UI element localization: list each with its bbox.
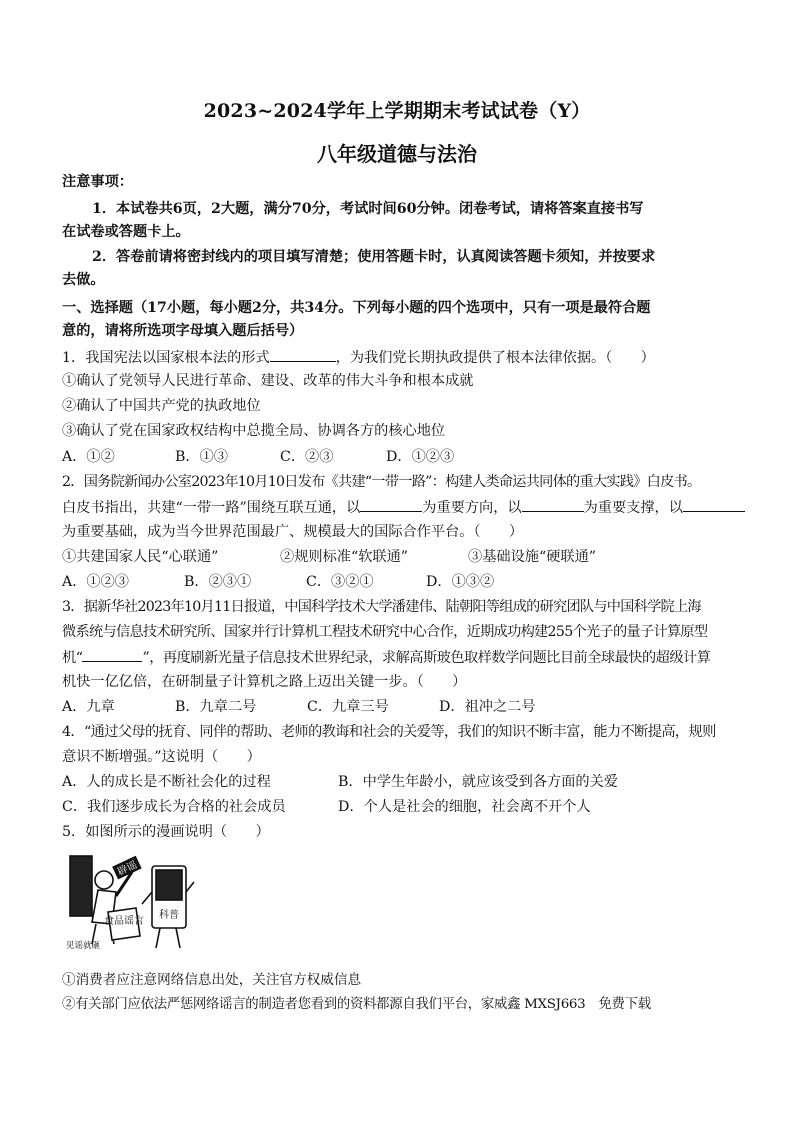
q2-option-c: C．③②①: [306, 574, 374, 590]
q1-option-c: C．②③: [280, 449, 334, 465]
q4-line-2: 意识不断增强。”这说明（ ）: [62, 749, 261, 765]
q4-line-1: 4．“通过父母的抚育、同伴的帮助、老师的教诲和社会的关爱等，我们的知识不断丰富，能力不断提高，规则: [62, 724, 716, 740]
q3-line-3: [62, 647, 734, 668]
q2-option-d: D．①③②: [426, 574, 495, 590]
q3-line-2: 微系统与信息技术研究所、国家并行计算机工程技术研究中心合作，近期成功构建255个光子的量子计算原型: [62, 624, 708, 640]
rumor-sign-label: [104, 914, 144, 927]
q1-option-d: D．①②③: [386, 449, 455, 465]
section-heading-a: 一、选择题（17小题，每小题2分，共34分。下列每小题的四个选项中，只有一项是最符合题: [62, 300, 651, 316]
q2-blank-3: [683, 497, 745, 512]
q3-option-b: B．九章二号: [175, 699, 257, 715]
q2-statement-2: ②规则标准“软联通”: [280, 549, 409, 565]
q2-blank-1: [360, 497, 422, 512]
q1-option-a: A．①②: [62, 449, 115, 465]
q2-line-2b: 为重要方向，以: [422, 500, 522, 516]
q1-statement-1: ①确认了党领导人民进行革命、建设、改革的伟大斗争和根本成就: [62, 373, 474, 389]
q3-blank: [82, 647, 142, 662]
cartoon-bottom-label: 见谣就砸: [66, 941, 101, 951]
notice-item-1b: 在试卷或答题卡上。: [62, 224, 190, 240]
q1-stem-a: 1．我国宪法以国家根本法的形式: [62, 350, 270, 366]
q4-option-c: C．我们逐步成长为合格的社会成员: [62, 799, 286, 815]
q3-line-1: 3．据新华社2023年10月11日报道，中国科学技术大学潘建伟、陆朝阳等组成的研究团队与中国科学院上海: [62, 599, 701, 615]
science-sign-label: 科普: [159, 910, 179, 921]
exam-subtitle: 八年级道德与法治: [317, 142, 477, 166]
q3-line-3b: ”，再度刷新光量子信息技术世界纪录，求解高斯玻色取样数学问题比目前全球最快的超级计算: [142, 650, 711, 666]
q3-option-a: A．九章: [62, 699, 115, 715]
q2-statement-3: ③基础设施“硬联通”: [468, 549, 597, 565]
q4-option-b: B．中学生年龄小，就应该受到各方面的关爱: [338, 774, 618, 790]
notice-item-2a: 2．答卷前请将密封线内的项目填写清楚；使用答题卡时，认真阅读答题卡须知，并按要求: [92, 249, 656, 265]
section-heading-b: 意的，请将所选项字母填入题后括号）: [62, 323, 304, 339]
rumor-tag-label: 辟谣: [116, 859, 139, 879]
q2-blank-2: [522, 497, 584, 512]
q5-statement-1: ①消费者应注意网络信息出处，关注官方权威信息: [62, 972, 362, 988]
q1-blank: [270, 347, 336, 362]
notice-item-2b: 去做。: [62, 272, 105, 288]
q4-option-a: A．人的成长是不断社会化的过程: [62, 774, 271, 790]
q1-option-b: B．①③: [175, 449, 228, 465]
q1-statement-3: ③确认了党在国家政权结构中总揽全局、协调各方的核心地位: [62, 423, 446, 439]
q1-stem-b: ，为我们党长期执政提供了根本法律依据。（ ）: [335, 350, 655, 366]
q2-line-2a: 白皮书指出，共建“一带一路”围绕互联互通，以: [62, 500, 361, 516]
q2-statement-1: ①共建国家人民“心联通”: [62, 549, 219, 565]
q5-statement-2: ②有关部门应依法严惩网络谣言的制造者您看到的资料都源自我们平台，家威鑫 MXSJ663 免费下载: [62, 997, 651, 1012]
q3-line-3a: 机“: [62, 650, 83, 666]
q2-line-1: 2．国务院新闻办公室2023年10月10日发布《共建“一带一路”：构建人类命运共同体的重大实践》白皮书。: [62, 474, 701, 490]
q2-line-2c: 为重要支撑，以: [583, 500, 683, 516]
q1-statement-2: ②确认了中国共产党的执政地位: [62, 398, 261, 414]
q3-option-d: D．祖冲之二号: [439, 699, 536, 715]
rumor-sign-text: 食品谣言: [104, 916, 144, 927]
q2-option-a: A．①②③: [62, 574, 129, 590]
q3-line-4: 机快一亿亿倍，在研制量子计算机之路上迈出关键一步。（ ）: [62, 674, 467, 690]
rumor-cartoon-image: [62, 852, 198, 952]
q3-option-c: C．九章三号: [307, 699, 389, 715]
q2-option-b: B．②③①: [184, 574, 252, 590]
q2-line-3: 为重要基础，成为当今世界范围最广、规模最大的国际合作平台。（ ）: [62, 524, 524, 540]
q2-line-2: [62, 497, 734, 518]
q4-option-d: D．个人是社会的细胞，社会离不开个人: [338, 799, 591, 815]
q1-stem: [62, 347, 734, 368]
notice-heading: 注意事项：: [62, 174, 133, 190]
exam-title: 2023~2024学年上学期期末考试试卷（Y）: [203, 100, 591, 122]
notice-item-1a: 1．本试卷共6页，2大题，满分70分，考试时间60分钟。闭卷考试，请将答案直接书写: [92, 201, 644, 217]
q5-stem: 5．如图所示的漫画说明（ ）: [62, 824, 270, 840]
